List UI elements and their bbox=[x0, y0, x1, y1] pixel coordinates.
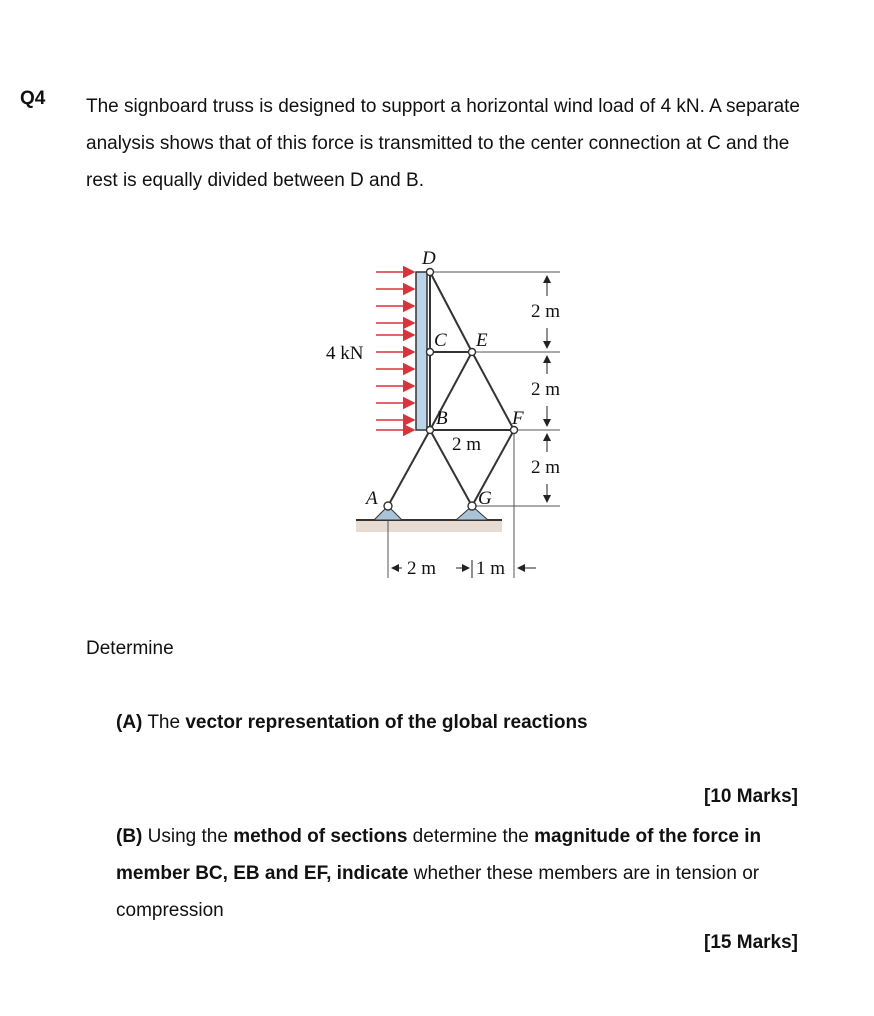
label-a: A bbox=[366, 488, 378, 509]
label-e: E bbox=[476, 330, 488, 351]
dim-base-gf: 1 m bbox=[476, 558, 506, 579]
label-d: D bbox=[422, 248, 436, 269]
part-a: (A) The vector representation of the global reactions bbox=[116, 712, 588, 733]
part-a-marks: [10 Marks] bbox=[704, 786, 798, 807]
label-f: F bbox=[512, 408, 524, 429]
dim-vertical-bottom: 2 m bbox=[531, 457, 561, 478]
load-label: 4 kN bbox=[326, 343, 364, 364]
question-number: Q4 bbox=[20, 88, 46, 109]
label-b: B bbox=[436, 408, 448, 429]
part-b: (B) Using the method of sections determine the magnitude of the force in member BC, EB and EF, indicate whether these members are in tension or compression bbox=[116, 826, 765, 921]
part-a-label: (A) bbox=[116, 712, 143, 733]
signboard bbox=[416, 272, 427, 430]
dim-vertical-top: 2 m bbox=[531, 301, 561, 322]
question-intro: The signboard truss is designed to support a horizontal wind load of 4 kN. A separate analysis shows that of this force is transmitted to the center connection at C and the rest is equally divided between D and B. bbox=[86, 96, 800, 191]
dim-bf-span: 2 m bbox=[452, 434, 482, 455]
part-b-label: (B) bbox=[116, 826, 143, 847]
determine-heading: Determine bbox=[86, 638, 174, 659]
dim-base-ag: 2 m bbox=[407, 558, 437, 579]
label-g: G bbox=[478, 488, 492, 509]
wind-load-arrows bbox=[376, 272, 414, 430]
label-c: C bbox=[434, 330, 447, 351]
part-b-marks: [15 Marks] bbox=[704, 932, 798, 953]
truss-members bbox=[388, 272, 514, 506]
dim-vertical-mid: 2 m bbox=[531, 379, 561, 400]
ground bbox=[356, 520, 502, 532]
joint-pins bbox=[384, 269, 518, 511]
